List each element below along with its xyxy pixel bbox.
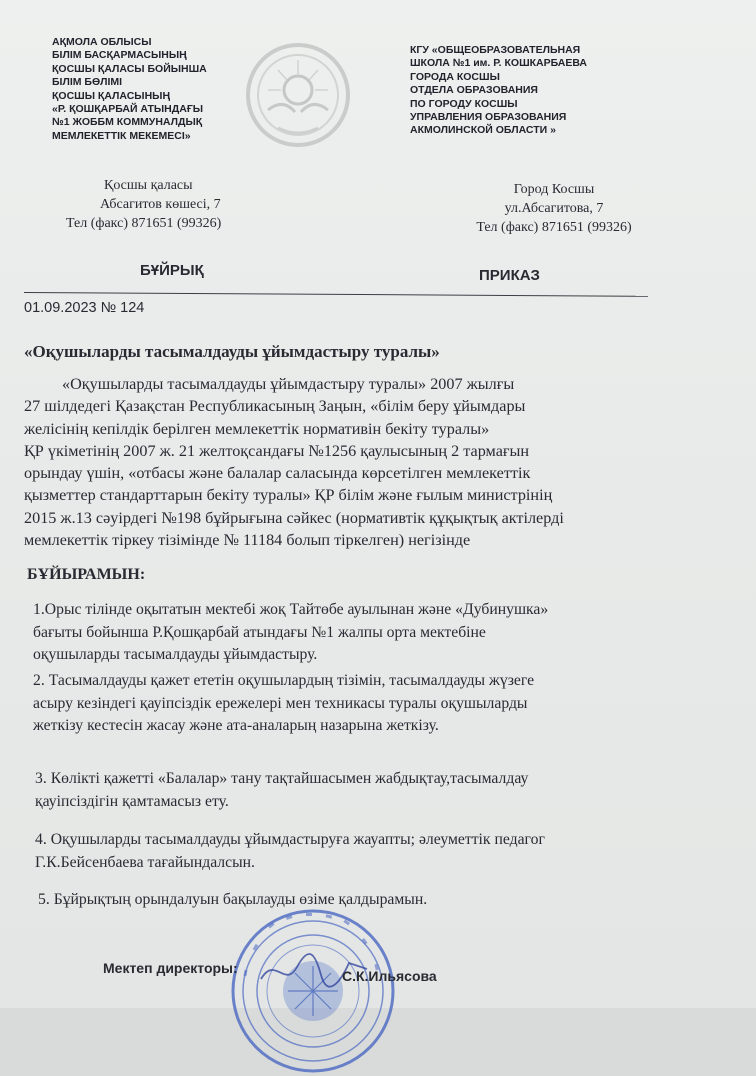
- header-left-line: ҚОСШЫ ҚАЛАСЫНЫҢ: [52, 89, 171, 102]
- preamble-line: желісінің кепілдік берілген мемлекеттік нормативін бекіту туралы»: [24, 419, 490, 438]
- document-title: «Оқушыларды тасымалдауды ұйымдастыру туралы»: [24, 342, 440, 361]
- header-right-line: УПРАВЛЕНИЯ ОБРАЗОВАНИЯ: [410, 111, 567, 124]
- order-item-line: 5. Бұйрықтың орындалуын бақылауды өзіме қалдырамын.: [38, 891, 428, 908]
- preamble-line: «Оқушыларды тасымалдауды ұйымдастыру туралы» 2007 жылғы: [62, 375, 515, 393]
- order-item-line: жеткізу кестесін жасау және ата-аналарың назарына жеткізу.: [33, 717, 439, 734]
- preamble-line: ҚР үкіметінің 2007 ж. 21 желтоқсандағы №1256 қаулысының 2 тармағын: [24, 441, 530, 460]
- preamble-line: 27 шілдедегі Қазақстан Республикасының Заңын, «білім беру ұйымдары: [24, 397, 526, 416]
- order-word-kz: БҰЙРЫҚ: [140, 262, 204, 279]
- address-street: ул.Абсагитова, 7: [504, 201, 604, 216]
- header-left-line: БІЛІМ БАСҚАРМАСЫНЫҢ: [52, 49, 187, 62]
- order-word-ru: ПРИКАЗ: [479, 267, 540, 284]
- address-city: Город Косшы: [513, 182, 595, 197]
- header-right-line: ШКОЛА №1 им. Р. КОШКАРБАЕВА: [410, 57, 588, 70]
- order-item-line: қауіпсіздігін қамтамасыз ету.: [35, 792, 229, 810]
- header-right-line: ОТДЕЛА ОБРАЗОВАНИЯ: [410, 84, 538, 97]
- header-left-line: №1 ЖОББМ КОММУНАЛДЫҚ: [52, 116, 203, 129]
- address-phone: Тел (факс) 871651 (99326): [66, 216, 222, 231]
- header-left-line: «Р. ҚОШҚАРБАЙ АТЫНДАҒЫ: [52, 103, 204, 116]
- order-item-line: 1.Орыс тілінде оқытатын мектебі жоқ Тайтөбе ауылынан және «Дубинушка»: [33, 601, 549, 618]
- document-number: 01.09.2023 № 124: [24, 300, 145, 316]
- preamble-line: мемлекеттік тіркеу тізімінде № 11184 болып тіркелген) негізінде: [24, 531, 471, 550]
- header-left-line: МЕМЛЕКЕТТІК МЕКЕМЕСІ»: [52, 129, 191, 142]
- signature-label: Мектеп директоры:: [103, 960, 238, 976]
- address-street: Абсагитов көшесі, 7: [100, 197, 221, 212]
- order-item-line: оқушыларды тасымалдауды ұйымдастыру.: [33, 646, 318, 663]
- header-right-line: ГОРОДА КОСШЫ: [410, 70, 500, 83]
- order-item-line: 3. Көлікті қажетті «Балалар» тану тақтайшасымен жабдықтау,тасымалдау: [35, 770, 529, 787]
- header-right-line: КГУ «ОБЩЕОБРАЗОВАТЕЛЬНАЯ: [410, 44, 581, 56]
- address-right: [454, 180, 654, 237]
- signature-name: С.К.Ильясова: [342, 968, 437, 984]
- order-item: [35, 829, 545, 874]
- header-right-line: АКМОЛИНСКОЙ ОБЛАСТИ »: [410, 124, 556, 137]
- order-item: [33, 670, 534, 738]
- header-right-ru: [410, 44, 640, 138]
- address-left: [66, 176, 266, 233]
- header-left-line: АҚМОЛА ОБЛЫСЫ: [52, 36, 152, 48]
- state-emblem-icon: [243, 40, 353, 150]
- order-item-line: асыру кезіндегі қауіпсіздік ережелері мен техникасы туралы оқушыларды: [33, 694, 528, 712]
- order-item-line: 4. Оқушыларды тасымалдауды ұйымдастыруға жауапты; әлеуметтік педагог: [35, 831, 545, 848]
- order-item: [33, 599, 548, 667]
- address-phone: Тел (факс) 871651 (99326): [476, 220, 632, 235]
- preamble: [24, 373, 744, 551]
- preamble-line: 2015 ж.13 сәуірдегі №198 бұйрығына сәйкес (нормативтік құқықтық актілерді: [24, 508, 564, 527]
- address-city: Қосшы қаласы: [104, 178, 193, 193]
- order-item-line: Г.К.Бейсенбаева тағайындалсын.: [35, 853, 255, 871]
- order-item-line: 2. Тасымалдауды қажет ететін оқушылардың тізімін, тасымалдауды жүзеге: [33, 672, 535, 689]
- decree-word: БҰЙЫРАМЫН:: [27, 566, 146, 583]
- header-left-line: БІЛІМ БӨЛІМІ: [52, 76, 123, 89]
- preamble-line: қызметтер стандарттарын бекіту туралы» ҚР білім және ғылым министрінің: [24, 486, 553, 505]
- preamble-line: орындау үшін, «отбасы және балалар саласында көрсетілген мемлекеттік: [24, 464, 531, 483]
- order-item-line: бағыты бойынша Р.Қошқарбай атындағы №1 жалпы орта мектебіне: [33, 623, 486, 641]
- header-right-line: ПО ГОРОДУ КОСШЫ: [410, 97, 518, 110]
- order-item: [35, 768, 528, 813]
- header-divider: [24, 292, 648, 297]
- header-left-kz: [52, 36, 252, 143]
- header-left-line: ҚОСШЫ ҚАЛАСЫ БОЙЫНША: [52, 62, 207, 75]
